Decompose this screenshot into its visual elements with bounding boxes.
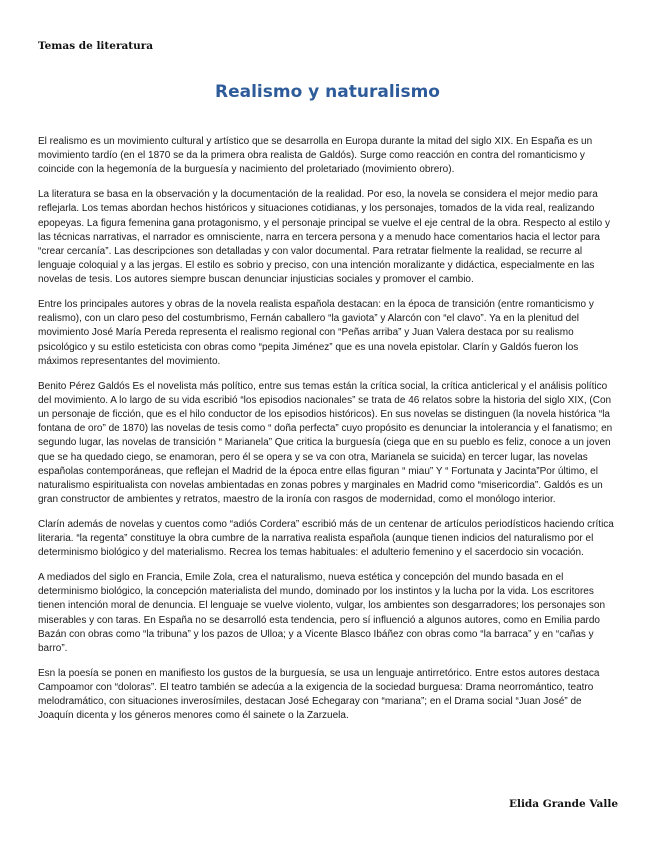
- author-signature: Elida Grande Valle: [508, 798, 618, 810]
- document-body: [38, 135, 618, 734]
- paragraph-galdos: Benito Pérez Galdós Es el novelista más político, entre sus temas están la crítica social, la crítica anticlerical y el análisis político del movimiento. A lo largo de su vida escribió “los episodios nacionales” se trata de 46 relatos sobre la historia del siglo XIX, (Con un personaje de ficción, que es el hilo conductor de los episodios históricos). En sus novelas se distinguen (la novela histórica “la fontana de oro” de 1870) las novelas de tesis como “ doña perfecta” cuyo propósito es denunciar la intolerancia y el fanatismo; en segundo lugar, las novelas de transición “ Marianela” Que critica la burguesía (ciega que en su pueblo es feliz, conoce a un joven que se ha quedado ciego, se enamoran, pero él se opera y se va con otra, Marianela se suicida) en tercer lugar, las novelas españolas contemporáneas, que reflejan el Madrid de la época entre ellas figuran “ miau” Y “ Fortunata y Jacinta”Por último, el naturalismo espiritualista con novelas ambientadas en zonas pobres y marginales en Madrid como “misericordia”. Galdós es un gran constructor de ambientes y retratos, maestro de la ironía con rasgos de modernidad, como el monólogo interior.: [38, 380, 613, 506]
- document-title: Realismo y naturalismo: [214, 82, 440, 102]
- paragraph-poesia-teatro: Esn la poesía se ponen en manifiesto los gustos de la burguesía, se usa un lenguaje antirretórico. Entre estos autores destaca Campoamor con “doloras”. El teatro también se adecúa a la exigencia de la sociedad burguesa: Drama neorromántico, teatro melodramático, con situaciones inverosímiles, destacan José Echegaray con “mariana”; en el Drama social “Juan José” de Joaquín dicenta y los géneros menores como él sainete o la Zarzuela.: [38, 667, 600, 722]
- paragraph-clarin: Clarín además de novelas y cuentos como “adiós Cordera” escribió más de un centenar de artículos periodísticos haciendo crítica literaria. “la regenta” constituye la obra cumbre de la narrativa realista española (aunque tienen indicios del naturalismo por el determinismo biológico y del materialismo. Recrea los temas habituales: el adulterio femenino y el sacerdocio sin vocación.: [38, 518, 614, 559]
- page-header: Temas de literatura: [38, 40, 154, 52]
- paragraph-caracteristicas: La literatura se basa en la observación y la documentación de la realidad. Por eso, la novela se considera el mejor medio para reflejarla. Los temas abordan hechos históricos y situaciones cotidianas, y los personajes, tomados de la vida real, realizando epopeyas. La figura femenina gana protagonismo, y el personaje principal se vuelve el eje central de la obra. Respecto al estilo y las técnicas narrativas, el narrador es omnisciente, narra en tercera persona y a menudo hace comentarios hacia el lector para “crear cercanía”. Las descripciones son detalladas y con valor documental. Para retratar fielmente la realidad, se recurre al lenguaje coloquial y a las jergas. El estilo es sobrio y preciso, con una intención moralizante y didáctica, especialmente en las novelas de tesis. Los autores siempre buscan denunciar injusticias sociales y promover el cambio.: [38, 189, 611, 286]
- paragraph-realismo-intro: El realismo es un movimiento cultural y artístico que se desarrolla en Europa durante la mitad del siglo XIX. En España es un movimiento tardío (en el 1870 se da la primera obra realista de Galdós). Surge como reacción en contra del romanticismo y coincide con la hegemonía de la burguesía y nacimiento del proletariado (movimiento obrero).: [38, 136, 593, 176]
- paragraph-autores: Entre los principales autores y obras de la novela realista española destacan: en la época de transición (entre romanticismo y realismo), con un claro peso del costumbrismo, Fernán caballero “la gaviota” y Alarcón con “el clavo”. Ya en la plenitud del movimiento José María Pereda representa el realismo regional con “Peñas arriba” y Juan Valera destaca por su realismo psicológico y su estilo esteticista con obras como “pepita Jiménez” que es una novela epistolar. Clarín y Galdós fueron los máximos representantes del movimiento.: [38, 299, 594, 367]
- paragraph-naturalismo: A mediados del siglo en Francia, Emile Zola, crea el naturalismo, nueva estética y concepción del mundo basada en el determinismo biológico, la concepción materialista del mundo, dominado por los instintos y la lucha por la vida. Los escritores tienen intención moral de denuncia. El lenguaje se vuelve violento, vulgar, los ambientes son desgarradores; los personajes son miserables y con taras. En España no se desarrolló esta tendencia, pero sí influenció a algunos autores, como en Emilia pardo Bazán con obras como “la tribuna” y los pazos de Ulloa; y a Vicente Blasco Ibáñez con obras como “la barraca” y en “cañas y barro”.: [38, 571, 606, 654]
